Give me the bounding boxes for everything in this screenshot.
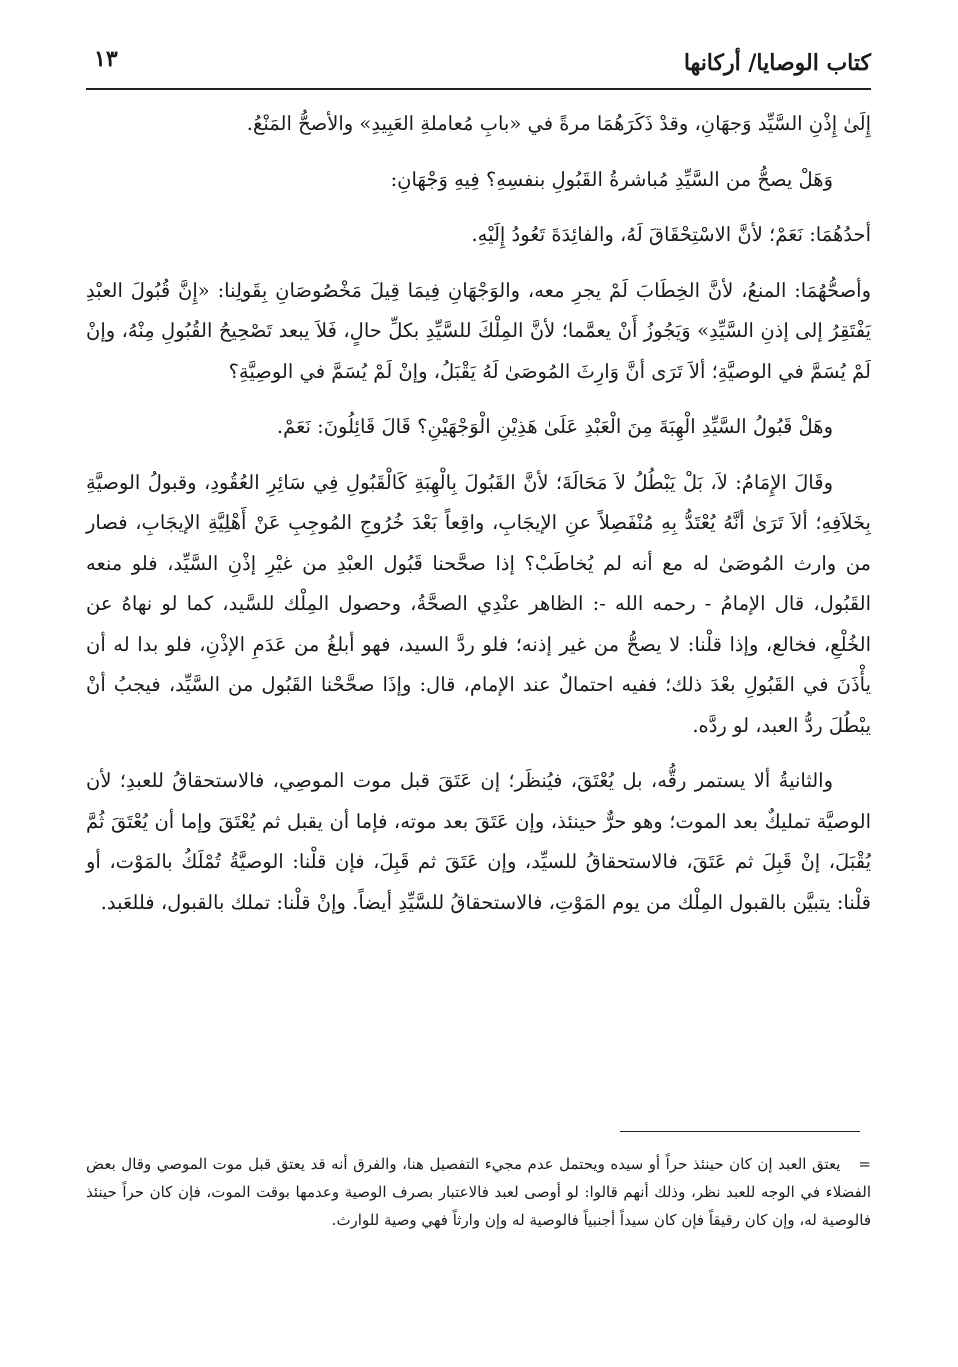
paragraph-gift-question: وهَلْ قَبُولُ السَّيِّدِ الْهِبَةَ مِنَ الْعَبْدِ عَلَىٰ هَذِيْنِ الْوَجْهَيْنِ؟ قَالَ قَائِلُونَ: نَعَمْ. xyxy=(276,415,833,438)
page-number: ١٣ xyxy=(94,46,118,72)
header-divider xyxy=(86,88,871,90)
paragraph-first-view: أحدُهُمَا: نَعَمْ؛ لأنَّ الاسْتِحْقَاقَ لَهُ، والفائِدَةَ تَعُودُ إِلَيْهِ. xyxy=(471,223,871,246)
paragraph-second-case: والثانيةُ ألا يستمر رقُّه، بل يُعْتَقَ، فيُنظَر؛ إن عَتَقَ قبل موت الموصِي، فالاستحقاقُ للعبدِ؛ لأن الوصيَّة تمليكٌ بعد الموت؛ وهو حرٌّ حينئذ، وإن عَتَقَ بعد موته، فإما أن يقبل ثم يُعْتَقَ وإما أن يُعْتَقَ ثُمَّ يُقْبَلَ، إنْ قَبِلَ ثم عَتَقَ، فالاستحقاقُ للسيِّد، وإن عَتَقَ ثم قَبِلَ، فإن قلْنا: الوصيَّةُ تُمْلَكُ بالمَوْت، أو قلْنا: يتبيَّن بالقبول المِلْك من يوم المَوْتِ، فالاستحقاقُ للسَّيِّدِ أيضاً. وإنْ قلْنا: تملك بالقبول، فللعَبد. xyxy=(86,769,871,914)
paragraph-question: وَهَلْ يصحُّ من السَّيِّدِ مُباشرةُ القَبُولِ بنفسِهِ؟ فِيهِ وَجْهَانِ: xyxy=(390,167,833,191)
header-title: كتاب الوصايا/ أركانها xyxy=(683,50,871,76)
running-header xyxy=(86,40,871,84)
paragraph-continuation: إِلَىٰ إِذْنِ السَّيِّد وَجهَانِ، وقدْ ذَكَرَهُمَا مرةً في «بابِ مُعاملةِ العَبِيدِ» والأصحُّ المَنْعُ. xyxy=(246,112,871,135)
footnote xyxy=(86,1150,871,1234)
footnote-text: يعتق العبد إن كان حينئذ حراً أو سيده ويحتمل عدم مجيء التفصيل هنا، والفرق أنه قد يعتق قبل موت الموصي وقال بعض الفضلاء في الوجه للعبد نظر، وذلك أنهم قالوا: لو أوصى لعبد فالاعتبار بصرف الوصية وعدمها بوقت الموت، فإن كان حراً حينئذ فالوصية له، وإن كان رقيقاً فإن كان سيداً أجنبياً فالوصية له وإن وارثاً فهي وصية للوارث. xyxy=(86,1155,871,1229)
footnote-marker: = xyxy=(858,1155,871,1173)
paragraph-second-view: وأصحُّهُمَا: المنعُ، لأنَّ الخِطَابَ لَمْ يجرِ معه، والوَجْهَانِ فِيمَا قِيلَ مَخْصُوصَانِ بِقَولِنا: «إِنَّ قُبُولَ العبْدِ يَفْتَقِرُ إلى إذنِ السَّيِّدِ» وَيَجُوزُ أَنْ يعمَّما؛ لأنَّ المِلْكَ للسَّيِّدِ بكلِّ حالٍ، فَلاَ يبعد تَصْحِيحُ القُبُولِ مِنْهُ، وإنْ لَمْ يُسَمَّ في الوصيَّةِ؛ ألاَ تَرَى أنَّ وَارِثَ المُوصَىٰ لَهُ يَقْبَلُ، وإنْ لَمْ يُسَمَّ في الوصِيَّةِ؟ xyxy=(86,278,871,383)
paragraph-imam-opinion: وقَالَ الإِمَامُ: لاَ، بَلْ يَبْطُلُ لاَ مَحَالَةَ؛ لأنَّ القَبُولَ بِالْهِبَةِ كَالْقَبُولِ فِي سَائِرِ العُقُودِ، وقبولُ الوصيَّةِ بِخَلاَفِهِ؛ ألاَ تَرَىٰ أنَّهُ يُعْتَدُّ بِهِ مُنْفَصِلاً عنِ الإيجَابِ، واقِعاً بَعْدَ خُرُوجِ المُوجِبِ عَنْ أَهْلِيَّةِ الإيجَابِ، فصار من وارث المُوصَىٰ له مع أنه لم يُخاطَبْ؟ إذا صحَّحنا قَبُول العبْدِ من غيْرِ إذْنِ السَّيِّد، فلو منعه القَبُول، قال الإمامُ - رحمه الله -: الظاهر عنْدِي الصحَّةُ، وحصول المِلْك للسَّيد، كما لو نهاهُ عن الخُلْعِ، فخالع، وإذا قلْنا: لا يصحُّ من غير إذنه؛ فلو ردَّ السيد، فهو أبلغُ من عَدَمِ الإذْنِ، فلو بدا له أن يأْذَنَ في القَبُولِ بعْدَ ذلك؛ ففيه احتمالٌ عند الإمام، قال: وإذَا صحَّحْنا القَبُول من السَّيِّد، فيجبُ أنْ يبْطُلَ ردُّ العبد، لو ردَّه. xyxy=(86,470,871,737)
main-text xyxy=(86,104,871,938)
footnote-divider xyxy=(620,1131,860,1132)
